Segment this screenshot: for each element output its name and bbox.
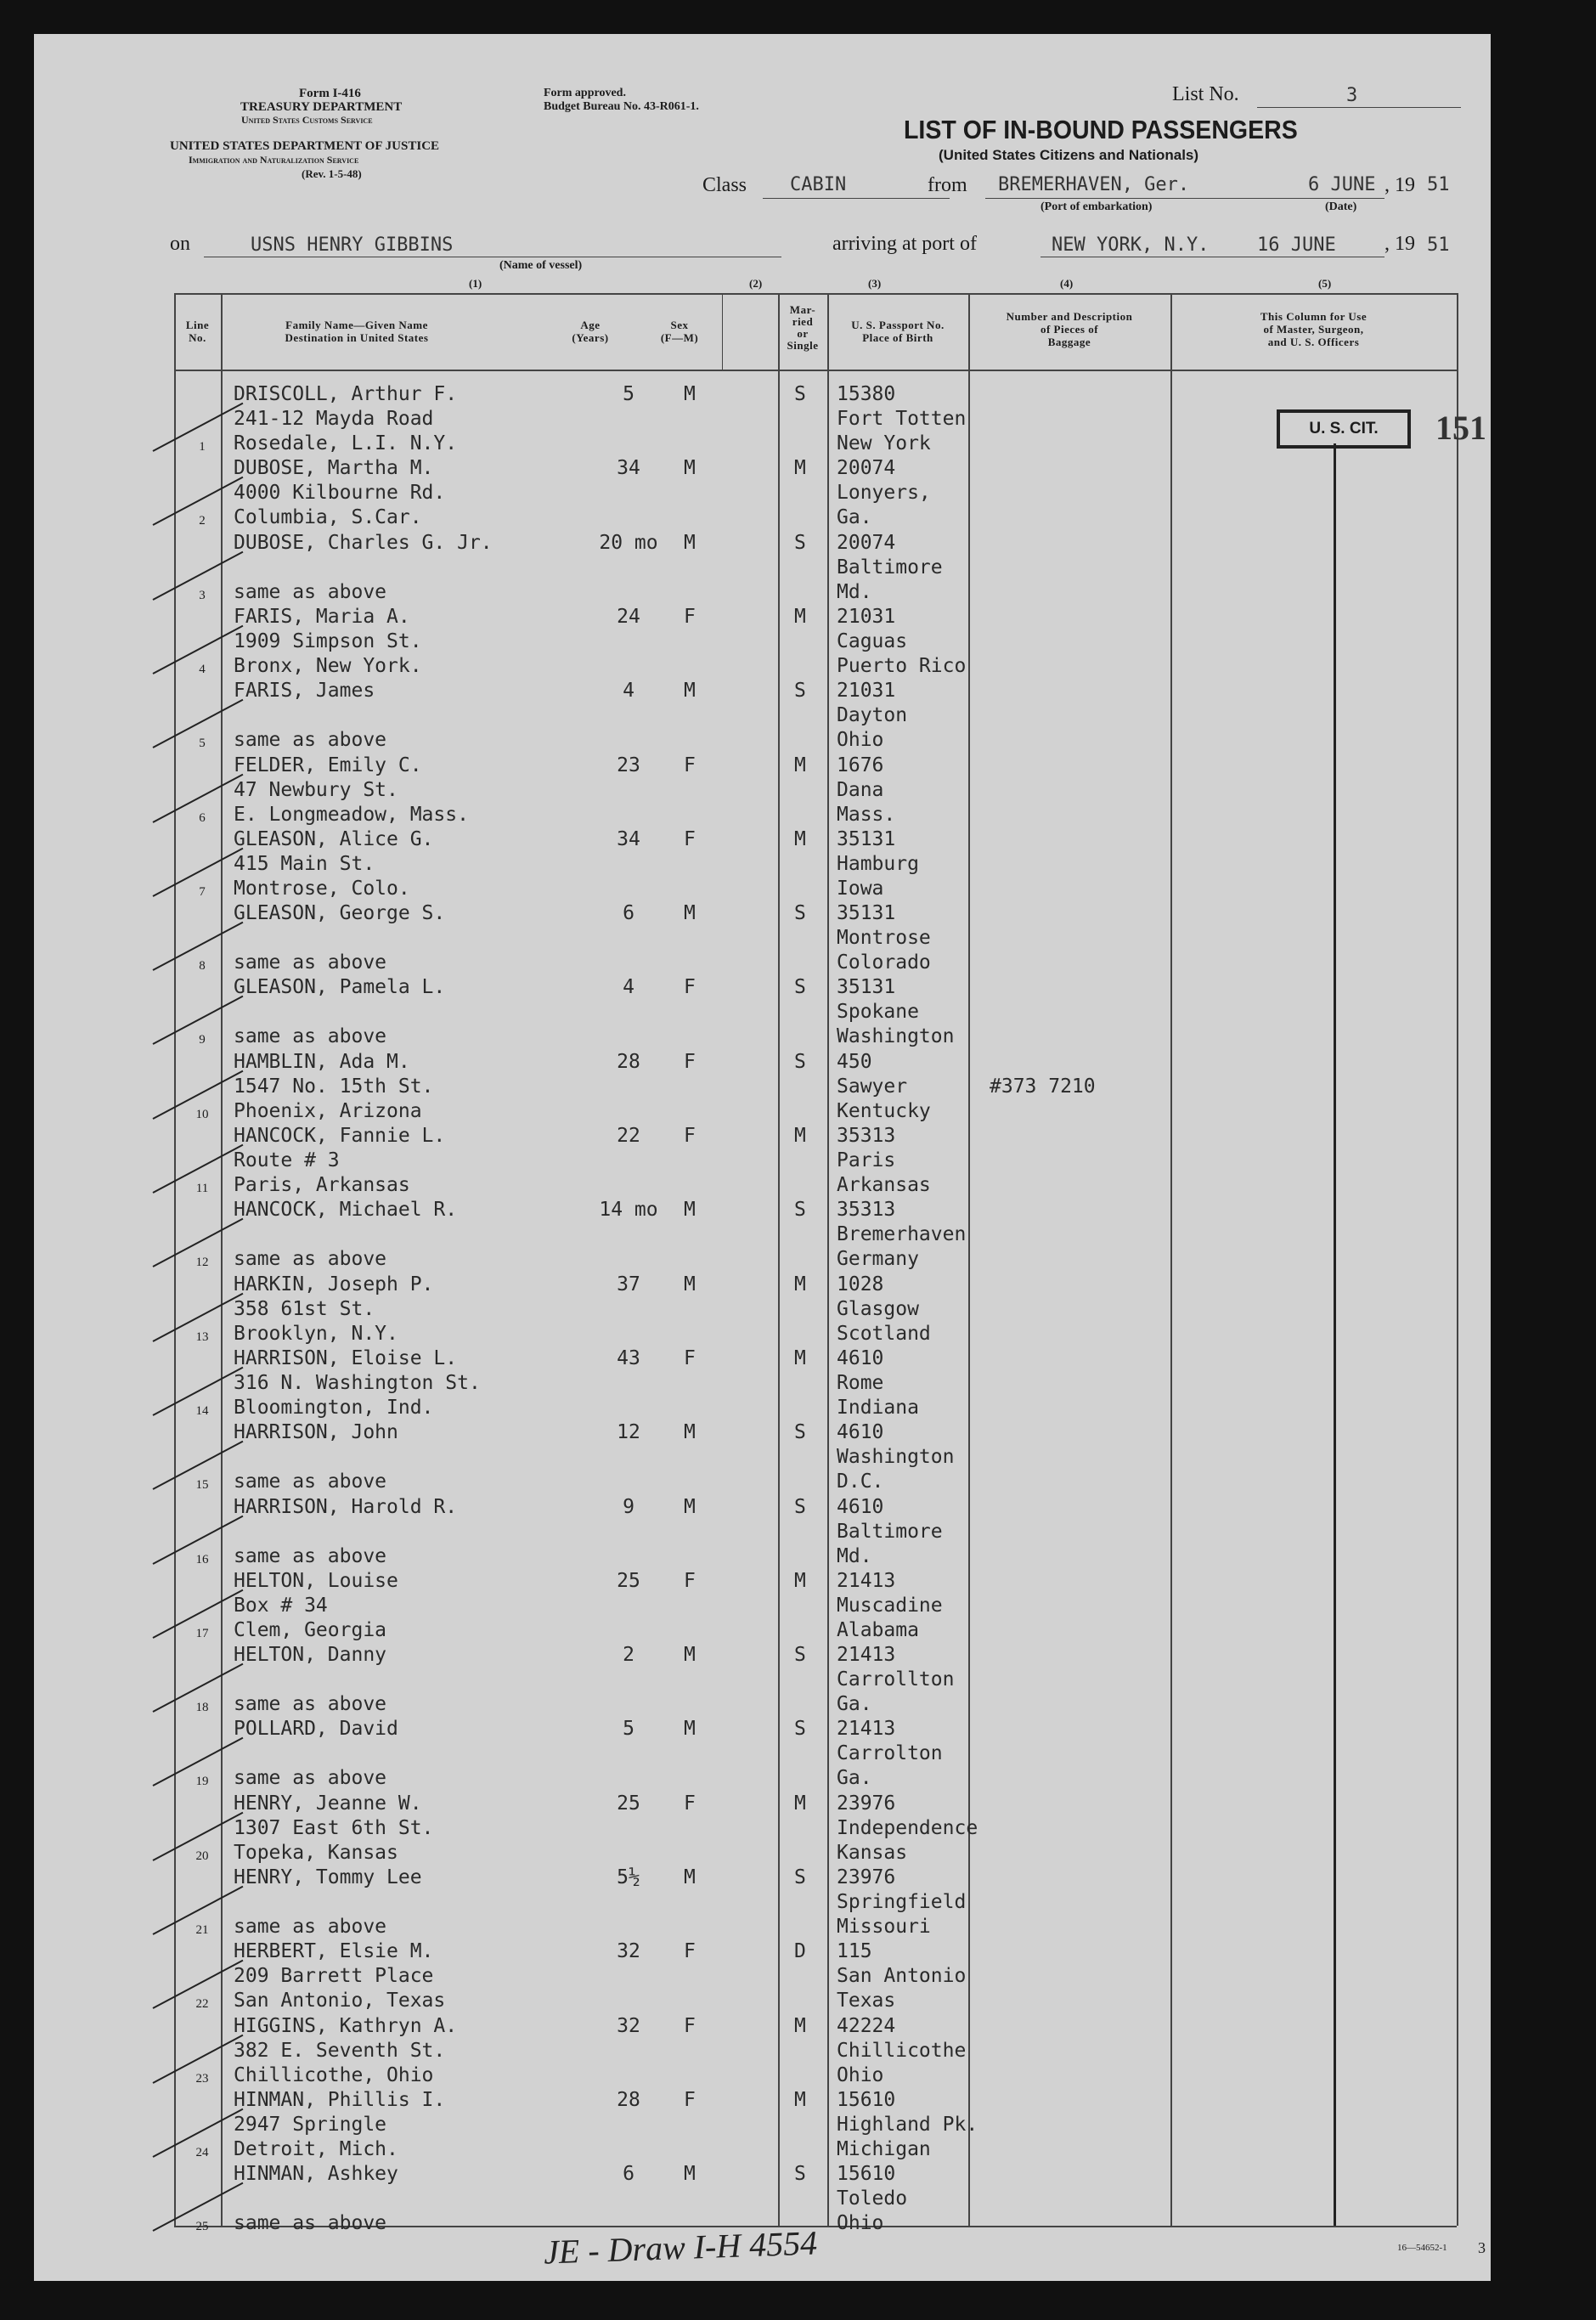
col-header-name: Family Name—Given Name Destination in United States: [285, 319, 429, 344]
passenger-sex: M: [684, 531, 696, 554]
passenger-name: FARIS, James: [234, 680, 375, 703]
passenger-destination: 1547 No. 15th St.: [234, 1075, 434, 1098]
embark-date: 6 JUNE: [1308, 174, 1376, 195]
place-of-birth: Mass.: [837, 803, 896, 826]
page-title: LIST OF IN-BOUND PASSENGERS: [904, 115, 1298, 144]
passenger-age: 32: [617, 1940, 640, 1963]
class-label: Class: [702, 174, 747, 196]
passenger-name: HARRISON, Harold R.: [234, 1495, 458, 1518]
passenger-destination: 47 Newbury St.: [234, 778, 398, 801]
place-of-birth: Scotland: [837, 1322, 931, 1345]
place-of-birth: Glasgow: [837, 1297, 919, 1320]
passport-number: 450: [837, 1050, 872, 1073]
passenger-name: HELTON, Danny: [234, 1644, 387, 1667]
passenger-age: 6: [623, 902, 634, 925]
page-subtitle: (United States Citizens and Nationals): [939, 147, 1199, 163]
place-of-birth: D.C.: [837, 1470, 884, 1493]
place-of-birth: Indiana: [837, 1396, 919, 1419]
place-of-birth: Montrose: [837, 927, 931, 950]
passenger-name: GLEASON, Pamela L.: [234, 976, 446, 999]
passenger-destination: 241-12 Mayda Road: [234, 408, 434, 430]
place-of-birth: Fort Totten: [837, 408, 967, 430]
line-number: 5: [199, 737, 206, 751]
passport-number: 4610: [837, 1346, 884, 1369]
line-number: 7: [199, 884, 206, 899]
line-number: 6: [199, 810, 206, 825]
stamp-number: 151: [1435, 409, 1486, 447]
passenger-marital-status: S: [794, 1495, 806, 1518]
passenger-sex: M: [684, 1199, 696, 1222]
passport-number: 23976: [837, 1866, 896, 1888]
passenger-sex: F: [684, 1940, 696, 1963]
passenger-marital-status: M: [794, 457, 806, 480]
passenger-age: 37: [617, 1273, 640, 1295]
passenger-marital-status: M: [794, 2014, 806, 2037]
passenger-age: 20 mo: [599, 531, 658, 554]
passenger-name: DUBOSE, Charles G. Jr.: [234, 531, 493, 554]
passenger-destination: 209 Barrett Place: [234, 1965, 434, 1988]
line-number: 13: [195, 1329, 209, 1344]
passenger-name: HARRISON, Eloise L.: [234, 1346, 458, 1369]
arriving-label: arriving at port of: [832, 233, 977, 255]
passenger-name: HELTON, Louise: [234, 1569, 398, 1592]
passenger-sex: F: [684, 827, 696, 850]
passenger-age: 4: [623, 976, 634, 999]
place-of-birth: San Antonio: [837, 1965, 967, 1988]
passport-number: 35131: [837, 976, 896, 999]
place-of-birth: Puerto Rico: [837, 654, 967, 677]
passenger-destination: Box # 34: [234, 1594, 328, 1617]
place-of-birth: Germany: [837, 1248, 919, 1271]
passport-number: 21413: [837, 1569, 896, 1592]
class-value: CABIN: [790, 174, 847, 195]
passenger-sex: M: [684, 902, 696, 925]
place-of-birth: Independence: [837, 1816, 978, 1839]
passport-number: 15610: [837, 2163, 896, 2186]
passenger-destination: same as above: [234, 1544, 387, 1567]
passenger-destination: same as above: [234, 1767, 387, 1790]
place-of-birth: Ga.: [837, 506, 872, 529]
passenger-marital-status: M: [794, 605, 806, 628]
line-number: 2: [199, 514, 206, 528]
passenger-destination: 382 E. Seventh St.: [234, 2039, 446, 2062]
passenger-sex: F: [684, 2088, 696, 2111]
revision: (Rev. 1-5-48): [302, 167, 362, 180]
passenger-sex: M: [684, 1718, 696, 1741]
passenger-name: DUBOSE, Martha M.: [234, 457, 434, 480]
form-number: Form I-416: [299, 87, 361, 100]
passport-number: 1028: [837, 1273, 884, 1295]
passenger-destination: Phoenix, Arizona: [234, 1099, 422, 1122]
passenger-destination: 358 61st St.: [234, 1297, 375, 1320]
embark-port: BREMERHAVEN, Ger.: [998, 174, 1190, 195]
passport-number: 20074: [837, 531, 896, 554]
place-of-birth: Chillicothe: [837, 2039, 967, 2062]
arrival-year: 51: [1427, 234, 1450, 256]
passport-number: 1676: [837, 754, 884, 776]
passenger-destination: 415 Main St.: [234, 852, 375, 875]
passenger-age: 4: [623, 680, 634, 703]
passenger-name: HERBERT, Elsie M.: [234, 1940, 434, 1963]
passenger-sex: M: [684, 383, 696, 405]
baggage-description: #373 7210: [990, 1075, 1096, 1098]
passenger-marital-status: S: [794, 1050, 806, 1073]
treasury-dept: TREASURY DEPARTMENT: [240, 100, 403, 114]
passenger-name: HANCOCK, Michael R.: [234, 1199, 458, 1222]
place-of-birth: Lonyers,: [837, 482, 931, 505]
passenger-destination: Detroit, Mich.: [234, 2137, 398, 2160]
passenger-destination: same as above: [234, 729, 387, 752]
col-header-officers: This Column for Use of Master, Surgeon, and U. S. Officers: [1260, 310, 1368, 348]
line-number: 24: [195, 2145, 209, 2159]
passenger-name: FELDER, Emily C.: [234, 754, 422, 776]
place-of-birth: Toledo: [837, 2187, 908, 2210]
line-number: 3: [199, 588, 206, 602]
passenger-destination: 316 N. Washington St.: [234, 1371, 481, 1394]
line-number: 14: [195, 1403, 209, 1418]
passenger-age: 24: [617, 605, 640, 628]
list-no-label: List No.: [1172, 83, 1239, 105]
passenger-name: HAMBLIN, Ada M.: [234, 1050, 410, 1073]
form-approved: Form approved.: [544, 87, 626, 99]
passenger-age: 25: [617, 1569, 640, 1592]
col-header-age: Age (Years): [572, 319, 609, 344]
passenger-sex: F: [684, 605, 696, 628]
passenger-marital-status: M: [794, 827, 806, 850]
place-of-birth: Arkansas: [837, 1174, 931, 1196]
place-of-birth: Texas: [837, 1990, 896, 2012]
line-number: 20: [195, 1849, 209, 1863]
line-number: 15: [195, 1478, 209, 1493]
passenger-destination: Bronx, New York.: [234, 654, 422, 677]
passenger-destination: same as above: [234, 951, 387, 974]
customs-service: United States Customs Service: [241, 114, 373, 126]
passport-number: 35313: [837, 1199, 896, 1222]
passenger-destination: Route # 3: [234, 1149, 340, 1171]
line-number: 21: [195, 1923, 209, 1937]
passenger-sex: M: [684, 1644, 696, 1667]
passenger-sex: M: [684, 1421, 696, 1444]
passenger-destination: same as above: [234, 580, 387, 603]
passenger-destination: 1909 Simpson St.: [234, 629, 422, 652]
passenger-marital-status: S: [794, 531, 806, 554]
passenger-name: GLEASON, George S.: [234, 902, 446, 925]
ins-service: Immigration and Naturalization Service: [189, 154, 359, 166]
passenger-destination: Columbia, S.Car.: [234, 506, 422, 529]
passport-number: 115: [837, 1940, 872, 1963]
passenger-name: HINMAN, Ashkey: [234, 2163, 398, 2186]
place-of-birth: Ohio: [837, 2063, 884, 2086]
column-number: (4): [1060, 277, 1074, 290]
passport-number: 21413: [837, 1644, 896, 1667]
passenger-sex: M: [684, 2163, 696, 2186]
passport-number: 35131: [837, 827, 896, 850]
passenger-destination: same as above: [234, 1916, 387, 1938]
budget-bureau: Budget Bureau No. 43-R061-1.: [544, 100, 699, 113]
from-label: from: [928, 174, 967, 196]
place-of-birth: Baltimore: [837, 556, 943, 579]
passenger-destination: Rosedale, L.I. N.Y.: [234, 432, 458, 454]
manifest-page: [34, 34, 1491, 2281]
passenger-destination: same as above: [234, 1470, 387, 1493]
passenger-marital-status: M: [794, 1346, 806, 1369]
justice-dept: UNITED STATES DEPARTMENT OF JUSTICE: [170, 139, 440, 153]
handwritten-signature: JE - Draw I-H 4554: [543, 2223, 818, 2272]
place-of-birth: Ohio: [837, 729, 884, 752]
passenger-destination: Clem, Georgia: [234, 1618, 387, 1641]
col-header-sex: Sex (F—M): [660, 319, 699, 344]
passenger-sex: F: [684, 2014, 696, 2037]
officer-vertical-mark: [1334, 443, 1336, 2226]
passenger-destination: same as above: [234, 1248, 387, 1271]
passenger-name: HIGGINS, Kathryn A.: [234, 2014, 458, 2037]
col-header-passport: U. S. Passport No. Place of Birth: [851, 319, 945, 344]
passport-number: 21031: [837, 680, 896, 703]
vessel-name: USNS HENRY GIBBINS: [251, 234, 454, 256]
passenger-age: 5: [623, 383, 634, 405]
arrival-date: 16 JUNE: [1257, 234, 1336, 256]
passenger-name: HENRY, Jeanne W.: [234, 1792, 422, 1815]
place-of-birth: New York: [837, 432, 931, 454]
place-of-birth: Bremerhaven: [837, 1223, 967, 1246]
passenger-marital-status: S: [794, 680, 806, 703]
passenger-age: 25: [617, 1792, 640, 1815]
passenger-marital-status: M: [794, 1273, 806, 1295]
passport-number: 4610: [837, 1421, 884, 1444]
passenger-destination: E. Longmeadow, Mass.: [234, 803, 469, 826]
place-of-birth: Washington: [837, 1446, 955, 1469]
place-of-birth: Hamburg: [837, 852, 919, 875]
passenger-name: POLLARD, David: [234, 1718, 398, 1741]
passenger-sex: M: [684, 457, 696, 480]
place-of-birth: Ohio: [837, 2212, 884, 2235]
place-of-birth: Highland Pk.: [837, 2113, 978, 2136]
col-header-baggage: Number and Description of Pieces of Baggage: [1006, 310, 1133, 348]
line-number: 11: [195, 1182, 209, 1195]
place-of-birth: Missouri: [837, 1916, 931, 1938]
date-caption: (Date): [1325, 200, 1357, 213]
passenger-marital-status: M: [794, 1569, 806, 1592]
passenger-age: 28: [617, 1050, 640, 1073]
passenger-sex: M: [684, 1495, 696, 1518]
passenger-destination: 2947 Springle: [234, 2113, 387, 2136]
line-number: 22: [195, 1997, 209, 2012]
line-number: 25: [195, 2220, 209, 2234]
list-no-value: 3: [1346, 85, 1358, 106]
passenger-age: 23: [617, 754, 640, 776]
passenger-name: HENRY, Tommy Lee: [234, 1866, 422, 1888]
passport-number: 21413: [837, 1718, 896, 1741]
place-of-birth: Sawyer: [837, 1075, 908, 1098]
line-number: 1: [199, 440, 206, 454]
col-header-line-no: Line No.: [185, 319, 210, 344]
line-number: 10: [195, 1107, 209, 1121]
passport-number: 35131: [837, 902, 896, 925]
passenger-destination: same as above: [234, 1693, 387, 1716]
passenger-sex: M: [684, 1866, 696, 1888]
vessel-caption: (Name of vessel): [499, 259, 583, 272]
embark-year: 51: [1427, 174, 1450, 195]
place-of-birth: Michigan: [837, 2137, 931, 2160]
place-of-birth: Kentucky: [837, 1099, 931, 1122]
line-number: 23: [195, 2071, 209, 2086]
page-mark: 3: [1478, 2239, 1486, 2256]
passport-number: 23976: [837, 1792, 896, 1815]
passenger-destination: Topeka, Kansas: [234, 1841, 398, 1864]
column-number: (5): [1318, 277, 1332, 290]
passenger-age: 5: [623, 1718, 634, 1741]
passenger-marital-status: S: [794, 383, 806, 405]
passenger-marital-status: S: [794, 1866, 806, 1888]
passenger-sex: F: [684, 1125, 696, 1147]
passenger-name: HARKIN, Joseph P.: [234, 1273, 434, 1295]
col-header-married: Mar- ried or Single: [787, 303, 819, 352]
place-of-birth: Paris: [837, 1149, 896, 1171]
passenger-sex: F: [684, 754, 696, 776]
passenger-age: 34: [617, 457, 640, 480]
passenger-sex: F: [684, 1050, 696, 1073]
passport-number: 15380: [837, 383, 896, 405]
column-number: (1): [469, 277, 482, 290]
place-of-birth: Muscadine: [837, 1594, 943, 1617]
line-number: 17: [195, 1626, 209, 1640]
place-of-birth: Ga.: [837, 1767, 872, 1790]
passenger-name: HANCOCK, Fannie L.: [234, 1125, 446, 1147]
passenger-marital-status: M: [794, 1125, 806, 1147]
passport-number: 20074: [837, 457, 896, 480]
place-of-birth: Baltimore: [837, 1520, 943, 1543]
line-number: 8: [199, 959, 206, 974]
print-code: 16—54652-1: [1397, 2243, 1447, 2253]
passenger-sex: F: [684, 976, 696, 999]
passport-number: 4610: [837, 1495, 884, 1518]
place-of-birth: Washington: [837, 1025, 955, 1048]
passenger-name: HINMAN, Phillis I.: [234, 2088, 446, 2111]
line-number: 19: [195, 1775, 209, 1789]
passenger-destination: Brooklyn, N.Y.: [234, 1322, 398, 1345]
place-of-birth: Caguas: [837, 629, 908, 652]
place-of-birth: Dayton: [837, 704, 908, 727]
passenger-name: HARRISON, John: [234, 1421, 398, 1444]
line-number: 18: [195, 1701, 209, 1715]
passenger-marital-status: S: [794, 902, 806, 925]
place-of-birth: Rome: [837, 1371, 884, 1394]
passenger-destination: same as above: [234, 2212, 387, 2235]
passenger-age: 12: [617, 1421, 640, 1444]
passenger-destination: 4000 Kilbourne Rd.: [234, 482, 446, 505]
passenger-name: GLEASON, Alice G.: [234, 827, 434, 850]
passenger-marital-status: S: [794, 2163, 806, 2186]
passenger-marital-status: S: [794, 1421, 806, 1444]
passenger-marital-status: S: [794, 1199, 806, 1222]
year-prefix: , 19: [1385, 174, 1415, 196]
passport-number: 15610: [837, 2088, 896, 2111]
passenger-destination: Bloomington, Ind.: [234, 1396, 434, 1419]
passenger-marital-status: D: [794, 1940, 806, 1963]
passenger-age: 14 mo: [599, 1199, 658, 1222]
line-number: 12: [195, 1256, 209, 1270]
passenger-age: 6: [623, 2163, 634, 2186]
passenger-age: 34: [617, 827, 640, 850]
passenger-age: 22: [617, 1125, 640, 1147]
passenger-destination: Paris, Arkansas: [234, 1174, 410, 1196]
passport-number: 35313: [837, 1125, 896, 1147]
us-citizen-stamp: U. S. CIT.: [1277, 409, 1411, 449]
place-of-birth: Colorado: [837, 951, 931, 974]
passport-number: 21031: [837, 605, 896, 628]
passenger-name: FARIS, Maria A.: [234, 605, 410, 628]
line-number: 4: [199, 662, 206, 676]
passport-number: 42224: [837, 2014, 896, 2037]
passenger-destination: 1307 East 6th St.: [234, 1816, 434, 1839]
passenger-age: 43: [617, 1346, 640, 1369]
passenger-sex: M: [684, 680, 696, 703]
passenger-age: 28: [617, 2088, 640, 2111]
passenger-marital-status: S: [794, 1718, 806, 1741]
passenger-sex: F: [684, 1569, 696, 1592]
place-of-birth: Md.: [837, 580, 872, 603]
on-label: on: [170, 233, 190, 255]
place-of-birth: Carrollton: [837, 1668, 955, 1691]
arrival-port: NEW YORK, N.Y.: [1052, 234, 1210, 256]
place-of-birth: Md.: [837, 1544, 872, 1567]
passenger-marital-status: M: [794, 754, 806, 776]
passenger-sex: F: [684, 1346, 696, 1369]
passenger-sex: F: [684, 1792, 696, 1815]
year-prefix: , 19: [1385, 233, 1415, 255]
passenger-destination: San Antonio, Texas: [234, 1990, 446, 2012]
line-number: 16: [195, 1552, 209, 1566]
line-number: 9: [199, 1033, 206, 1047]
passenger-sex: M: [684, 1273, 696, 1295]
passenger-marital-status: M: [794, 1792, 806, 1815]
place-of-birth: Ga.: [837, 1693, 872, 1716]
place-of-birth: Springfield: [837, 1891, 967, 1913]
place-of-birth: Kansas: [837, 1841, 908, 1864]
passenger-destination: Montrose, Colo.: [234, 877, 410, 900]
passenger-destination: Chillicothe, Ohio: [234, 2063, 434, 2086]
place-of-birth: Iowa: [837, 877, 884, 900]
place-of-birth: Spokane: [837, 1001, 919, 1024]
place-of-birth: Dana: [837, 778, 884, 801]
passenger-destination: same as above: [234, 1025, 387, 1048]
place-of-birth: Alabama: [837, 1618, 919, 1641]
port-caption: (Port of embarkation): [1041, 200, 1153, 213]
passenger-name: DRISCOLL, Arthur F.: [234, 383, 458, 405]
passenger-age: 32: [617, 2014, 640, 2037]
column-number: (3): [868, 277, 882, 290]
passenger-age: 5½: [617, 1866, 640, 1888]
passenger-marital-status: S: [794, 976, 806, 999]
place-of-birth: Carrolton: [837, 1742, 943, 1765]
passenger-age: 2: [623, 1644, 634, 1667]
passenger-age: 9: [623, 1495, 634, 1518]
passenger-marital-status: S: [794, 1644, 806, 1667]
column-number: (2): [749, 277, 763, 290]
passenger-marital-status: M: [794, 2088, 806, 2111]
